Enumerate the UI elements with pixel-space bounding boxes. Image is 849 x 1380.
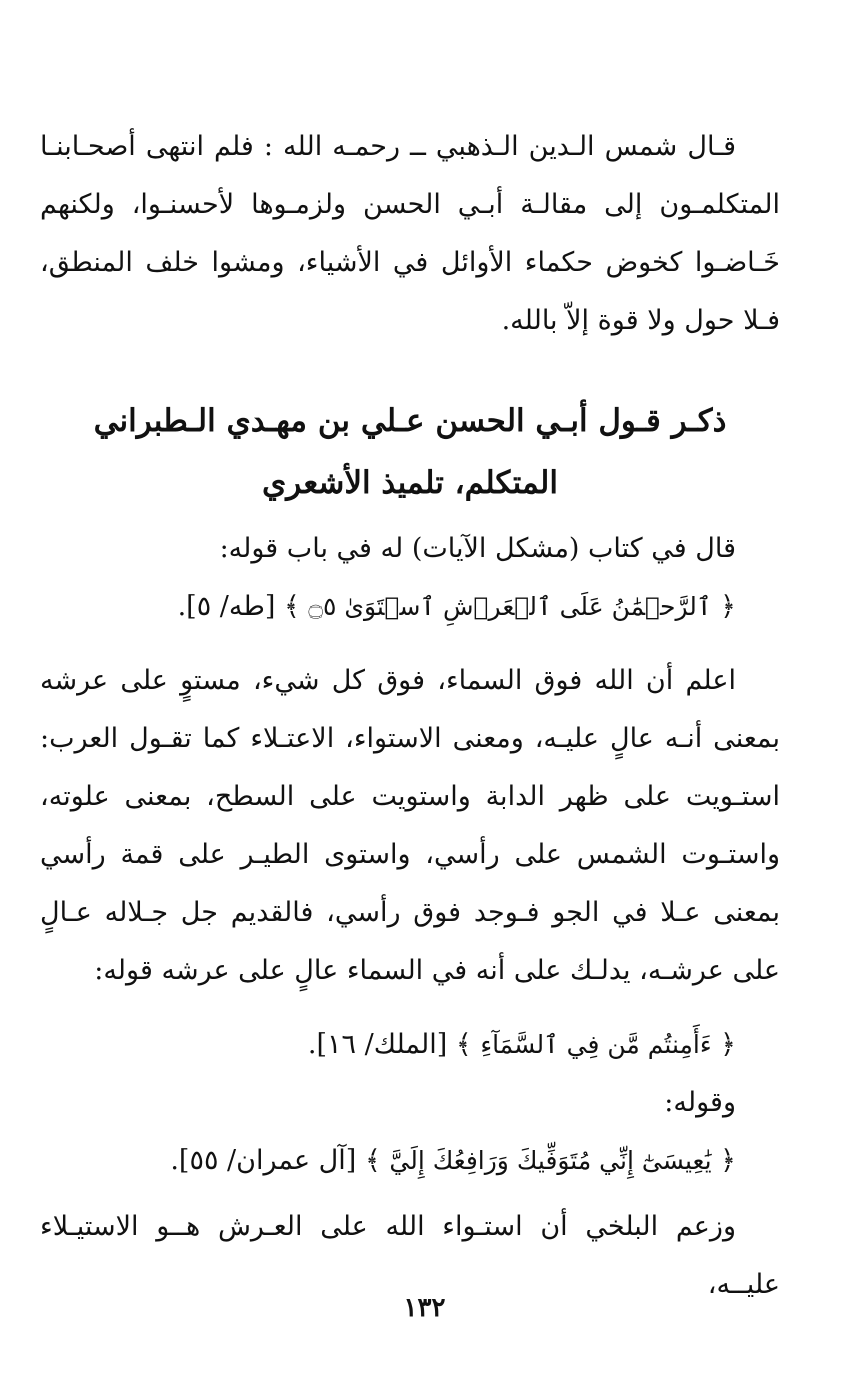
quran-bracket-close: ﴾ (364, 1145, 381, 1176)
quran-verse-text: ءَأَمِنتُم مَّن فِي ٱلسَّمَآءِ (480, 1030, 712, 1059)
quran-bracket-close: ﴾ (455, 1029, 472, 1060)
quran-verse-text: ٱلرَّحۡمَٰنُ عَلَى ٱلۡعَرۡشِ ٱسۡتَوَىٰ ۝٥ (308, 592, 712, 621)
verse-reference: [آل عمران/ ٥٥]. (170, 1145, 357, 1176)
verse-reference: [الملك/ ١٦]. (307, 1029, 448, 1060)
section-heading-line-1: ذكـر قـول أبـي الحسن عـلي بن مهـدي الـطبراني (93, 403, 727, 439)
quran-verse-mulk (40, 1016, 780, 1074)
page-number: ١٣٢ (403, 1293, 446, 1323)
quran-verse-text: يَٰعِيسَىٰٓ إِنِّي مُتَوَفِّيكَ وَرَافِعُكَ إِلَيَّ (389, 1146, 712, 1175)
quran-bracket-open: ﴿ (720, 1145, 736, 1176)
paragraph-dhahabi-quote: قـال شمس الـدين الـذهبي ــ رحمـه الله : فلم انتهى أصحـابنـا المتكلمـون إلى مقالـة أبـي الحسن ولزمـوها لأحسنـوا، ولكنهم خَـاضـوا كخوض حكماء الأوائل في الأشياء، ومشوا خلف المنطق، فـلا حول ولا قوة إلاّ بالله. (40, 131, 780, 336)
paragraph-wa-qawluhu: وقوله: (664, 1087, 736, 1118)
quran-bracket-open: ﴿ (720, 1029, 736, 1060)
section-heading (40, 390, 780, 514)
page-body (40, 118, 780, 1314)
paragraph-intro-kitab: قال في كتاب (مشكل الآيات) له في باب قوله: (219, 533, 736, 564)
quran-verse-taha (40, 578, 780, 636)
quran-bracket-close: ﴾ (283, 591, 300, 622)
quran-bracket-open: ﴿ (720, 591, 736, 622)
paragraph-balkhi: وزعم البلخي أن استـواء الله على العـرش هــو الاستيـلاء عليــه، (40, 1211, 780, 1300)
quran-verse-al-imran (40, 1132, 780, 1190)
section-heading-line-2: المتكلم، تلميذ الأشعري (262, 465, 558, 501)
verse-reference: [طه/ ٥]. (177, 591, 276, 622)
paragraph-istiwa-explanation: اعلم أن الله فوق السماء، فوق كل شيء، مستوٍ على عرشه بمعنى أنـه عالٍ عليـه، ومعنى الاستواء، الاعتـلاء كما تقـول العرب: استـويت على ظهر الدابة واستويت على السطح، بمعنى علوته، واستـوت الشمس على رأسي، واستوى الطيـر على قمة رأسي بمعنى عـلا في الجو فـوجد فوق رأسي، فالقديم جل جـلاله عـالٍ على عرشـه، يدلـك على أنه في السماء عالٍ على عرشه قوله: (40, 665, 780, 986)
